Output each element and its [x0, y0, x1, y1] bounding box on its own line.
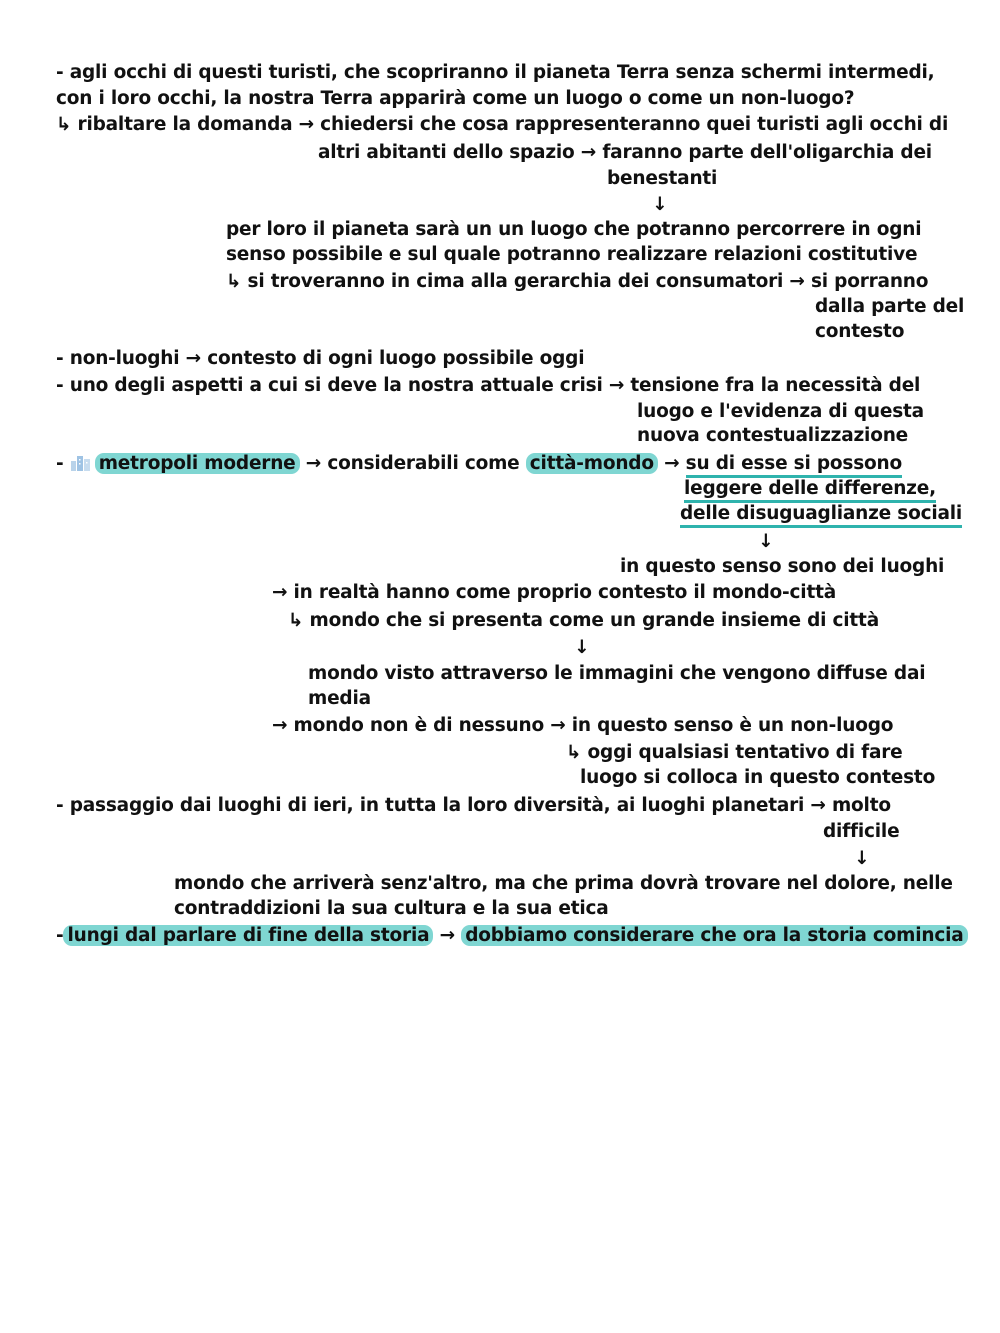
note-line: ↳ oggi qualsiasi tentativo di fare: [566, 742, 903, 763]
note-line: contesto: [815, 321, 905, 342]
note-line: con i loro occhi, la nostra Terra apparirà come un luogo o come un non-luogo?: [56, 88, 855, 109]
note-line: [684, 478, 936, 500]
highlight-lungi-dal-parlare: lungi dal parlare di fine della storia: [63, 925, 433, 946]
note-text: → considerabili come: [305, 453, 520, 474]
note-line: nuova contestualizzazione: [637, 425, 909, 446]
note-line: dalla parte del: [815, 296, 965, 317]
note-line-storia: [56, 925, 968, 947]
note-line: luogo si colloca in questo contesto: [580, 767, 936, 788]
note-line: luogo e l'evidenza di questa: [637, 401, 924, 422]
city-icon: [70, 453, 92, 471]
note-line: - agli occhi di questi turisti, che scopriranno il pianeta Terra senza schermi intermedi,: [56, 62, 935, 83]
note-line: → in realtà hanno come proprio contesto il mondo-città: [272, 582, 837, 603]
note-line: mondo visto attraverso le immagini che vengono diffuse dai: [308, 663, 926, 684]
note-line: [680, 503, 962, 525]
underline-leggere: leggere delle differenze,: [684, 478, 936, 503]
underline-su-di-esse: su di esse si possono: [686, 453, 902, 478]
arrow: →: [664, 453, 680, 474]
note-line: ↳ mondo che si presenta come un grande insieme di città: [288, 610, 879, 631]
bullet-dash: -: [56, 925, 64, 946]
note-line: - non-luoghi → contesto di ogni luogo possibile oggi: [56, 348, 585, 369]
note-line: media: [308, 688, 371, 709]
note-line: in questo senso sono dei luoghi: [620, 556, 945, 577]
note-line: ↳ ribaltare la domanda → chiedersi che cosa rappresenteranno quei turisti agli occhi di: [56, 114, 949, 135]
note-line: → mondo non è di nessuno → in questo senso è un non-luogo: [272, 715, 894, 736]
highlight-metropoli-moderne: metropoli moderne: [95, 453, 300, 474]
underline-disuguaglianze: delle disuguaglianze sociali: [680, 503, 962, 528]
note-line: per loro il pianeta sarà un un luogo che potranno percorrere in ogni: [226, 219, 922, 240]
arrow: →: [439, 925, 455, 946]
bullet-dash: -: [56, 453, 64, 474]
note-line-metropoli: [56, 453, 902, 475]
note-line: contraddizioni la sua cultura e la sua etica: [174, 898, 609, 919]
note-line: - passaggio dai luoghi di ieri, in tutta la loro diversità, ai luoghi planetari → molto: [56, 795, 891, 816]
down-arrow: ↓: [652, 194, 668, 215]
note-line: senso possibile e sul quale potranno realizzare relazioni costitutive: [226, 244, 918, 265]
down-arrow: ↓: [854, 848, 870, 869]
highlight-citta-mondo: città-mondo: [526, 453, 658, 474]
note-line: altri abitanti dello spazio → faranno parte dell'oligarchia dei: [318, 142, 932, 163]
highlight-storia-comincia: dobbiamo considerare che ora la storia comincia: [461, 925, 967, 946]
note-line: benestanti: [607, 168, 718, 189]
down-arrow: ↓: [574, 637, 590, 658]
note-line: mondo che arriverà senz'altro, ma che prima dovrà trovare nel dolore, nelle: [174, 873, 953, 894]
note-line: - uno degli aspetti a cui si deve la nostra attuale crisi → tensione fra la necessità del: [56, 375, 921, 396]
note-line: ↳ si troveranno in cima alla gerarchia dei consumatori → si porranno: [226, 271, 929, 292]
down-arrow: ↓: [758, 531, 774, 552]
note-line: difficile: [823, 821, 900, 842]
